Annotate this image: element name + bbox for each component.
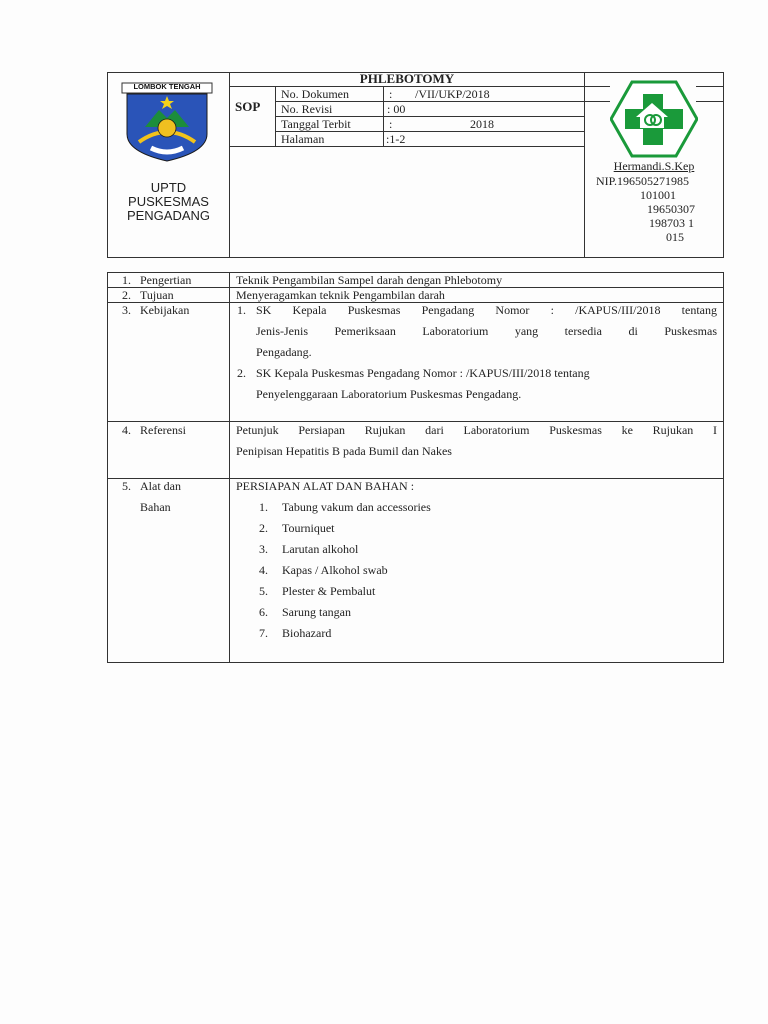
field-value-tanggal-terbit: 2018 xyxy=(470,117,494,131)
field-value-no-dokumen: /VII/UKP/2018 xyxy=(415,87,490,101)
equipment-item: Plester & Pembalut xyxy=(282,584,376,598)
row-number: 3. xyxy=(122,303,131,317)
policy-item-line: SK Kepala Puskesmas Pengadang Nomor : /KAPUS/III/2018 tentang xyxy=(256,303,717,317)
row-number: 5. xyxy=(122,479,131,493)
row-number: 4. xyxy=(122,423,131,437)
equipment-number: 3. xyxy=(259,542,268,556)
signer-name: Hermandi.S.Kep xyxy=(613,159,695,173)
equipment-item: Tourniquet xyxy=(282,521,335,535)
equipment-item: Larutan alkohol xyxy=(282,542,359,556)
document-title: PHLEBOTOMY xyxy=(359,71,455,86)
row-label-tujuan: Tujuan xyxy=(140,288,174,302)
row-label-bahan: Bahan xyxy=(140,500,171,514)
institution-line-1: UPTD xyxy=(150,180,187,195)
equipment-number: 4. xyxy=(259,563,268,577)
policy-item-line: Jenis-Jenis Pemeriksaan Laboratorium yang tersedia di Puskesmas xyxy=(256,324,717,338)
field-sep-tanggal-terbit: : xyxy=(389,117,393,131)
row-label-alat: Alat dan xyxy=(140,479,181,493)
equipment-item: Kapas / Alkohol swab xyxy=(282,563,388,577)
field-label-no-revisi: No. Revisi xyxy=(281,102,333,116)
equipment-number: 6. xyxy=(259,605,268,619)
nip-line-2: 101001 xyxy=(640,188,676,202)
sop-label: SOP xyxy=(235,99,261,114)
row-label-referensi: Referensi xyxy=(140,423,186,437)
reference-line: Penipisan Hepatitis B pada Bumil dan Nakes xyxy=(236,444,452,458)
field-value-halaman: :1-2 xyxy=(386,132,406,146)
policy-item-number: 1. xyxy=(237,303,246,317)
field-value-no-revisi: : 00 xyxy=(387,102,406,116)
nip-line-5: 015 xyxy=(666,230,684,244)
equipment-number: 2. xyxy=(259,521,268,535)
equipment-number: 5. xyxy=(259,584,268,598)
row-number: 2. xyxy=(122,288,131,302)
field-sep-no-dokumen: : xyxy=(389,87,393,101)
policy-item-line: SK Kepala Puskesmas Pengadang Nomor : /KAPUS/III/2018 tentang xyxy=(256,366,590,380)
field-label-no-dokumen: No. Dokumen xyxy=(281,87,349,101)
institution-line-2: PUSKESMAS xyxy=(128,194,209,209)
puskesmas-logo xyxy=(610,80,698,158)
row-label-kebijakan: Kebijakan xyxy=(140,303,190,317)
equipment-item: Sarung tangan xyxy=(282,605,351,619)
policy-item-number: 2. xyxy=(237,366,246,380)
row-text-tujuan: Menyeragamkan teknik Pengambilan darah xyxy=(236,288,445,302)
row-label-pengertian: Pengertian xyxy=(140,273,192,287)
reference-line: Petunjuk Persiapan Rujukan dari Laboratorium Puskesmas ke Rujukan I xyxy=(236,423,717,437)
row-text-pengertian: Teknik Pengambilan Sampel darah dengan Phlebotomy xyxy=(236,273,503,287)
logo-banner-text: LOMBOK TENGAH xyxy=(133,82,201,91)
equipment-number: 1. xyxy=(259,500,268,514)
policy-item-line: Penyelenggaraan Laboratorium Puskesmas Pengadang. xyxy=(256,387,522,401)
equipment-item: Biohazard xyxy=(282,626,332,640)
lombok-tengah-logo xyxy=(121,82,213,162)
nip-line-4: 198703 1 xyxy=(649,216,694,230)
equipment-number: 7. xyxy=(259,626,268,640)
field-label-tanggal-terbit: Tanggal Terbit xyxy=(281,117,351,131)
policy-item-line: Pengadang. xyxy=(256,345,312,359)
field-label-halaman: Halaman xyxy=(281,132,325,146)
row-number: 1. xyxy=(122,273,131,287)
nip-line-3: 19650307 xyxy=(647,202,695,216)
nip-line-1: NIP.196505271985 xyxy=(596,174,690,188)
equipment-item: Tabung vakum dan accessories xyxy=(282,500,431,514)
institution-line-3: PENGADANG xyxy=(126,208,211,223)
equipment-heading: PERSIAPAN ALAT DAN BAHAN : xyxy=(236,479,415,493)
